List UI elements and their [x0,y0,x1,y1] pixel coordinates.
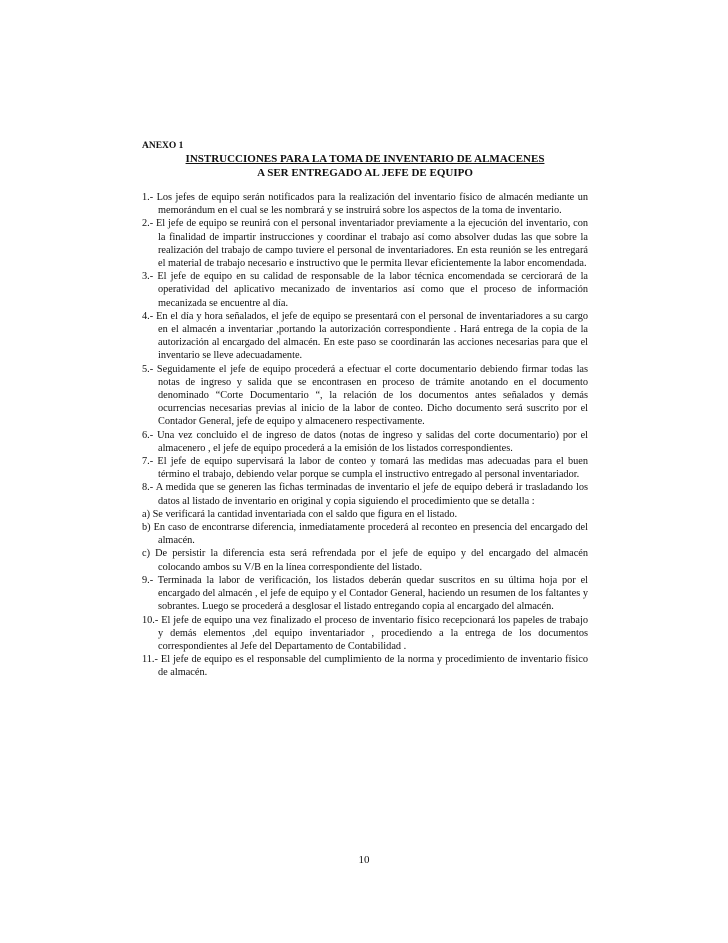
list-item-number: 5.- [142,363,154,375]
list-item-number: 7.- [142,456,154,468]
list-item-text: En el día y hora señalados, el jefe de equipo se presentará con el personal de inventariadores a su cargo en el almacén a inventariar ,portando la autorización correspondiente . Hará entrega de la copia de la autorización al encargado del almacén. En este paso se coordinarán las acciones necesarias para que el inventario se lleve adecuadamente. [156,310,589,362]
list-item [142,547,588,573]
list-item [142,191,588,217]
list-item-text: Se verificará la cantidad inventariada con el saldo que figura en el listado. [152,508,458,520]
list-item [142,521,588,547]
list-item-number: a) [142,508,150,520]
list-item-number: 1.- [142,192,154,203]
list-item-number: 9.- [142,574,154,586]
list-item-text: El jefe de equipo supervisará la labor de conteo y tomará las medidas mas adecuadas para el buen término el trabajo, debiendo velar porque se cumpla el instructivo entregado al personal inventariador. [157,456,588,481]
list-item-text: El jefe de equipo en su calidad de responsable de la labor técnica encomendada se cerciorará de la operatividad del aplicativo mecanizado de inventarios así como que el proceso de información mecanizada se encuentre al día. [157,271,589,309]
list-item [142,363,588,429]
annex-label: ANEXO 1 [142,141,184,151]
list-item [142,270,588,310]
instruction-list [142,191,588,680]
list-item-text: Terminada la labor de verificación, los listados deberán quedar suscritos en su última hoja por el encargado del almacén , el jefe de equipo y el Contador General, haciendo un resumen de los faltantes y sobrantes. Luego se procederá a desglosar el listado entregando copia al encargado del almacén. [157,574,588,613]
document-body [142,140,588,680]
list-item-number: c) [142,548,150,560]
list-item [142,481,588,507]
list-item [142,653,588,679]
list-item-text: Seguidamente el jefe de equipo procederá a efectuar el corte documentario debiendo firmar todas las notas de ingreso y salida que se encontrasen en proceso de trámite anotando en el documento denominado “Corte Documentario “, la relación de los documentos antes señalados y demás ocurrencias necesarias previas al inicio de la labor de conteo. Dicho documento será suscrito por el Contador General, jefe de equipo y almacenero respectivamente. [156,363,589,428]
list-item-number: 2.- [142,218,154,230]
title-line-1: INSTRUCCIONES PARA LA TOMA DE INVENTARIO DE ALMACENES [185,153,545,165]
list-item-text: En caso de encontrarse diferencia, inmediatamente procederá al reconteo en presencia del encargado del almacén. [153,522,588,547]
list-item [142,574,588,614]
list-item [142,217,588,270]
list-item-number: 6.- [142,429,154,441]
list-item-text: De persistir la diferencia esta será refrendada por el jefe de equipo y del encargado del almacén colocando ambos su V/B en la línea correspondiente del listado. [155,548,588,573]
title-line-2: A SER ENTREGADO AL JEFE DE EQUIPO [257,166,473,179]
list-item-text: A medida que se generen las fichas terminadas de inventario el jefe de equipo deberá ir trasladando los datos al listado de inventario en original y copia siguiendo el procedimiento que se detalla : [155,482,588,507]
list-item-text: El jefe de equipo una vez finalizado el proceso de inventario físico recepcionará los papeles de trabajo y demás elementos ,del equipo inventariador , procediendo a la entrega de los documentos correspondientes al Jefe del Departamento de Contabilidad . [158,614,589,652]
page-number: 10 [358,854,370,866]
list-item-number: 10.- [142,614,159,626]
list-item-text: Una vez concluido el de ingreso de datos (notas de ingreso y salidas del corte documentario) por el almacenero , el jefe de equipo procederá a la emisión de los listados correspondientes. [157,429,588,454]
list-item-number: 3.- [142,271,154,283]
list-item-number: 11.- [142,654,158,666]
list-item-text: Los jefes de equipo serán notificados para la realización del inventario físico de almacén mediante un memorándum en el cual se les nombrará y se instruirá sobre los aspectos de la toma de inventario. [156,192,589,217]
list-item [142,310,588,363]
list-item-number: 8.- [142,482,154,494]
list-item [142,508,588,521]
document-title [142,153,588,180]
list-item [142,455,588,481]
list-item-number: 4.- [142,310,154,322]
list-item-text: El jefe de equipo se reunirá con el personal inventariador previamente a la ejecución del inventario, con la finalidad de impartir instrucciones y coordinar el trabajo así como absolver dudas las que sobre la realización del trabajo de campo tuviere el personal de inventariadores. En esta reunión se les entregará el material de trabajo necesario e instructivo que le permita llevar eficientemente la labor encomendada. [156,218,588,270]
list-item-text: El jefe de equipo es el responsable del cumplimiento de la norma y procedimiento de inventario físico de almacén. [158,654,588,679]
list-item [142,429,588,455]
list-item-number: b) [142,522,151,534]
list-item [142,614,588,654]
